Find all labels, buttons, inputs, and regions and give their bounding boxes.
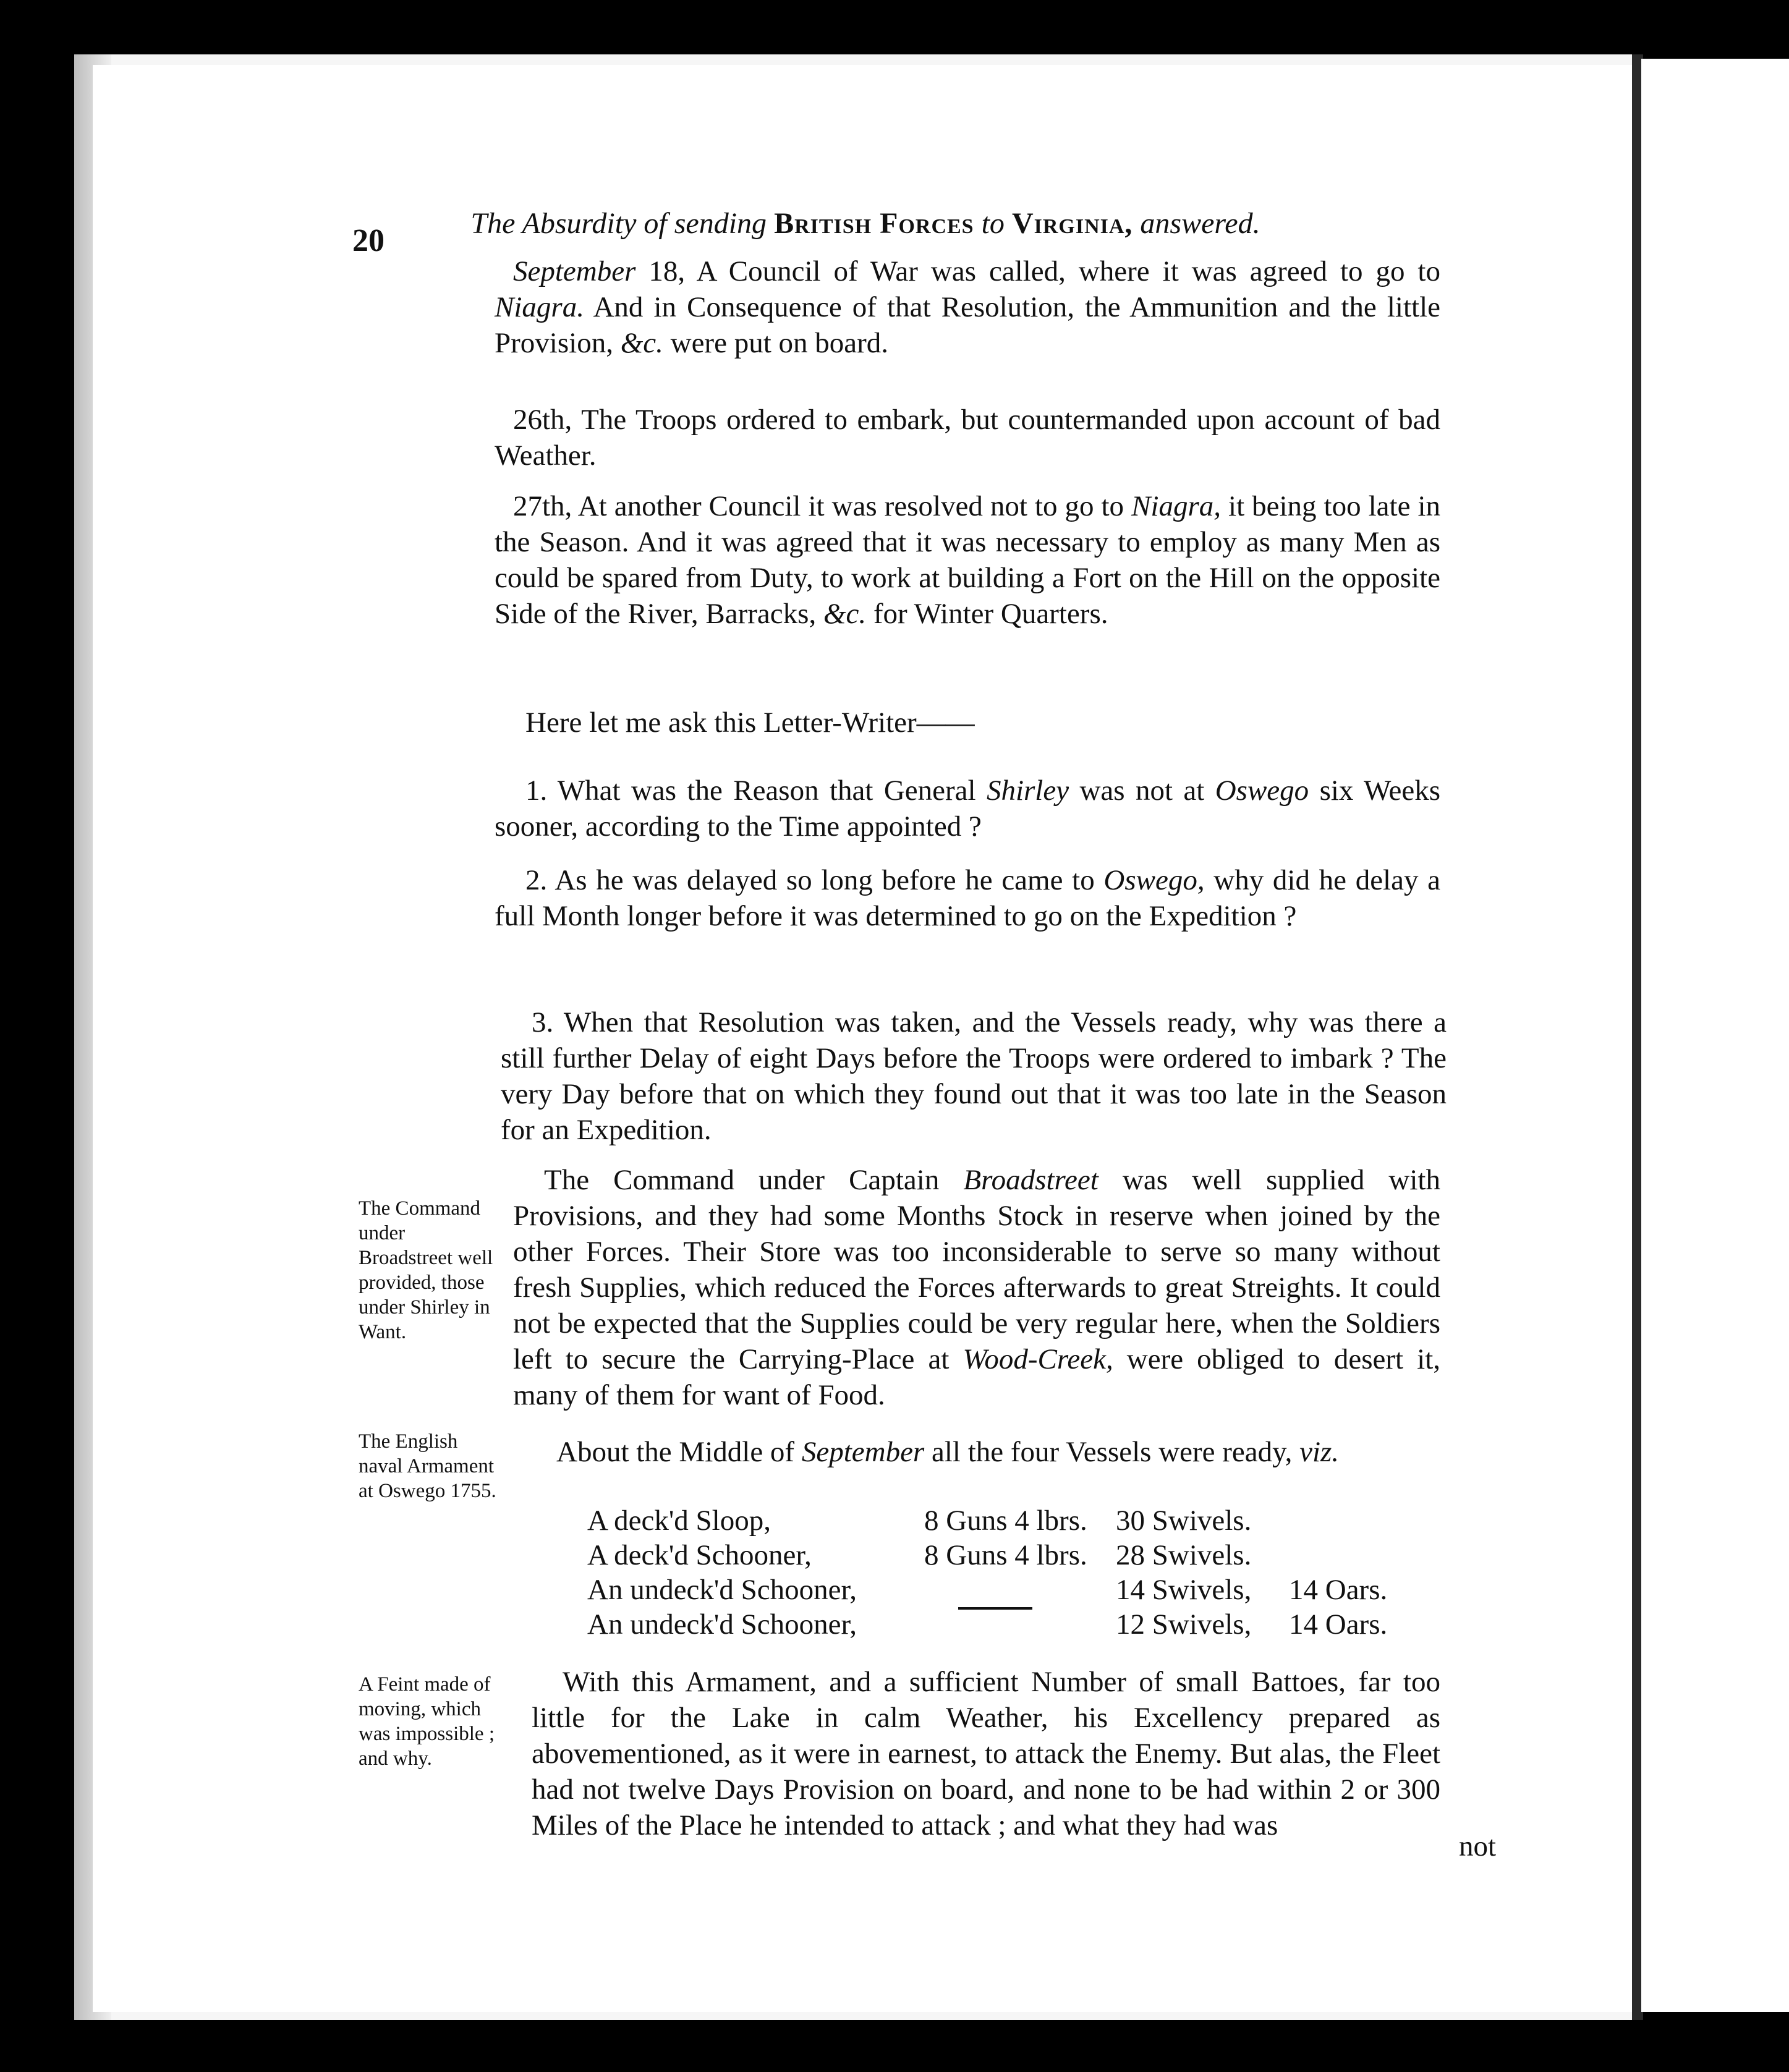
running-header: The Absurdity of sending British Forces to Virginia, answered. — [470, 207, 1260, 240]
paragraph-broadstreet: The Command under Captain Broadstreet was well supplied with Provisions, and they had some Months Stock in reserve when joined by the other Forces. Their Store was too inconsiderable to serve so many without fresh Supplies, which reduced the Forces afterwards to great Streights. It could not be expected that the Supplies could be very regular here, when the Soldiers left to secure the Carrying-Place at Wood-Creek, were obliged to desert it, many of them for want of Food. — [513, 1164, 1440, 1411]
catchword: not — [1459, 1830, 1497, 1862]
marginal-note-command: The Command under Broadstreet well provided, those under Shirley in Want. — [359, 1197, 493, 1343]
question-3: 3. When that Resolution was taken, and the Vessels ready, why was there a still further Delay of eight Days before the Troops were ordered to imbark ? The very Day before that on which they found out that it was too late in the Season for an Expedition. — [501, 1006, 1447, 1146]
paragraph-27th: 27th, At another Council it was resolved not to go to Niagra, it being too late in the Season. And it was agreed that it was necessary to employ as many Men as could be spared from Duty, to work at building a Fort on the Hill on the opposite Side of the River, Barracks, &c. for Winter Quarters. — [495, 490, 1440, 630]
marginal-note-feint: A Feint made of moving, which was impossible ; and why. — [359, 1673, 495, 1770]
question-2: 2. As he was delayed so long before he came to Oswego, why did he delay a full Month longer before it was determined to go on the Expedition ? — [495, 864, 1441, 932]
paragraph-september-vessels: About the Middle of September all the four Vessels were ready, viz. — [556, 1436, 1340, 1468]
marginal-note-armament: The English naval Armament at Oswego 1755. — [359, 1430, 496, 1502]
paragraph-armament: With this Armament, and a sufficient Number of small Battoes, far too little for the Lake in calm Weather, his Excellency prepared as abovementioned, as it were in earnest, to attack the Enemy. But alas, the Fleet had not twelve Days Provision on board, and none to be had within 2 or 300 Miles of the Place he intended to attack ; and what they had was — [532, 1666, 1440, 1841]
paragraph-26th: 26th, The Troops ordered to embark, but countermanded upon account of bad Weather. — [495, 404, 1440, 472]
paragraph-september-18: September 18, A Council of War was called, where it was agreed to go to Niagra. And in Consequence of that Resolution, the Ammunition and the little Provision, &c. were put on board. — [495, 255, 1440, 359]
question-1: 1. What was the Reason that General Shirley was not at Oswego six Weeks sooner, according to the Time appointed ? — [495, 775, 1441, 843]
paragraph-letter-writer: Here let me ask this Letter-Writer—— — [525, 707, 975, 739]
facing-page — [1641, 59, 1789, 2012]
dash-rule — [958, 1607, 1032, 1610]
page-number: 20 — [352, 223, 385, 258]
